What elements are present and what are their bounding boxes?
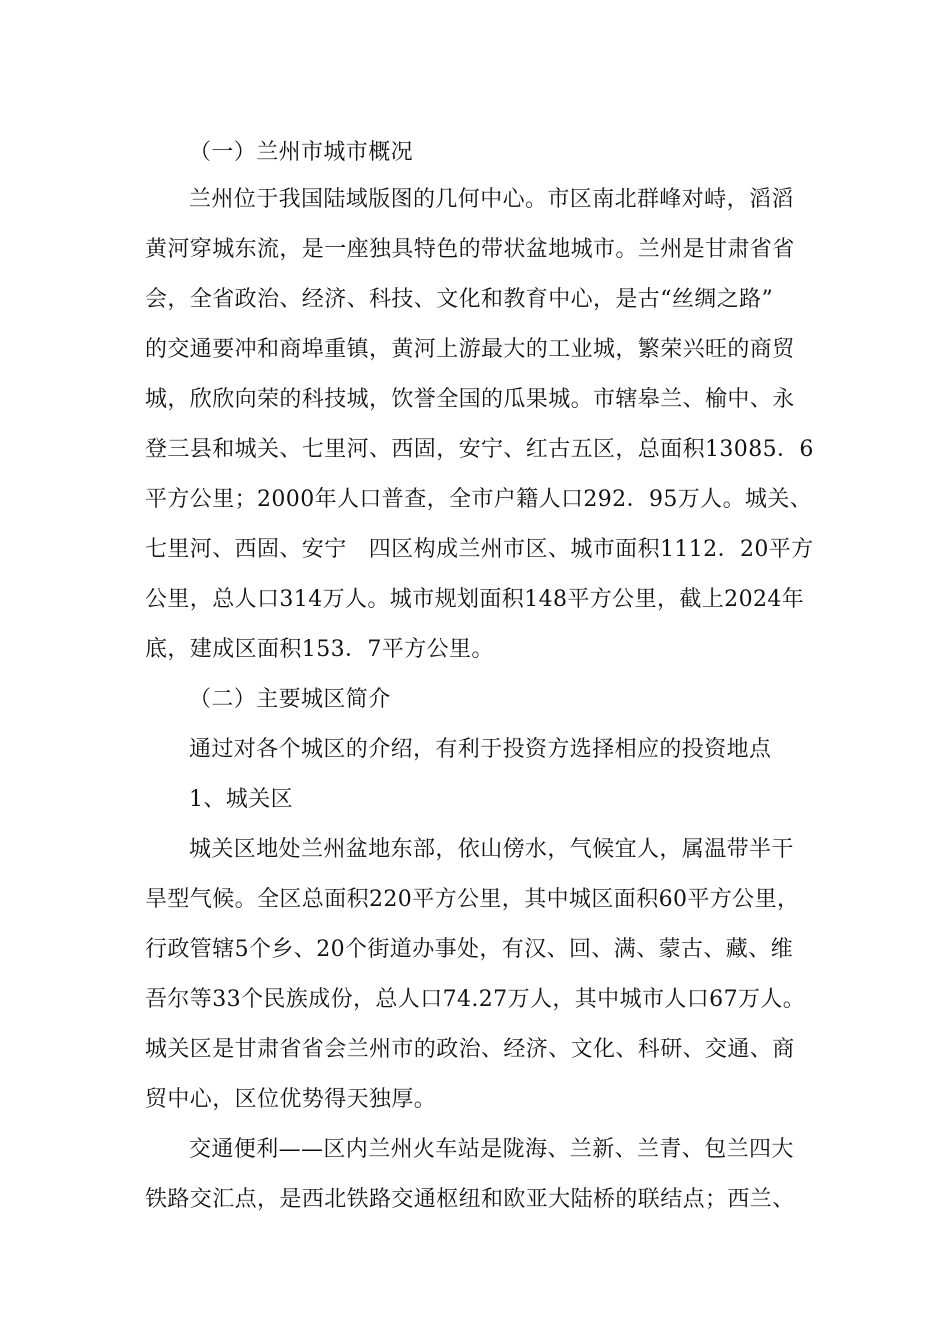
paragraph-line: 黄河穿城东流，是一座独具特色的带状盆地城市。兰州是甘肃省省: [145, 237, 795, 262]
paragraph-line: 会，全省政治、经济、科技、文化和教育中心，是古“丝绸之路”: [145, 287, 774, 312]
paragraph-line: 贸中心，区位优势得天独厚。: [145, 1087, 437, 1112]
paragraph-line: 平方公里；2000年人口普查，全市户籍人口292．95万人。城关、: [145, 487, 813, 512]
subsection-heading-chengguan: 1、城关区: [189, 787, 293, 812]
paragraph-line: 的交通要冲和商埠重镇，黄河上游最大的工业城，繁荣兴旺的商贸: [145, 337, 795, 362]
paragraph-line: 行政管辖5个乡、20个街道办事处，有汉、回、满、蒙古、藏、维: [145, 937, 793, 962]
paragraph-line: 旱型气候。全区总面积220平方公里，其中城区面积60平方公里，: [145, 887, 800, 912]
paragraph-line: 城关区是甘肃省省会兰州市的政治、经济、文化、科研、交通、商: [145, 1037, 795, 1062]
paragraph-line: 交通便利——区内兰州火车站是陇海、兰新、兰青、包兰四大: [189, 1137, 794, 1162]
paragraph-line: 七里河、西固、安宁 四区构成兰州市区、城市面积1112．20平方: [145, 537, 814, 562]
paragraph-line: 公里，总人口314万人。城市规划面积148平方公里，截上2024年: [145, 587, 805, 612]
paragraph-line: 城，欣欣向荣的科技城，饮誉全国的瓜果城。市辖皋兰、榆中、永: [145, 387, 795, 412]
section-heading-districts: （二）主要城区简介: [189, 687, 391, 712]
paragraph-line: 通过对各个城区的介绍，有利于投资方选择相应的投资地点: [189, 737, 772, 762]
paragraph-line: 铁路交汇点，是西北铁路交通枢纽和欧亚大陆桥的联结点；西兰、: [145, 1187, 795, 1212]
paragraph-line: 底，建成区面积153．7平方公里。: [145, 637, 494, 662]
section-heading-city-overview: （一）兰州市城市概况: [189, 140, 414, 165]
paragraph-line: 登三县和城关、七里河、西固，安宁、红古五区，总面积13085．6: [145, 437, 814, 462]
paragraph-line: 兰州位于我国陆域版图的几何中心。市区南北群峰对峙，滔滔: [189, 187, 794, 212]
paragraph-line: 吾尔等33个民族成份，总人口74.27万人，其中城市人口67万人。: [145, 987, 806, 1012]
paragraph-line: 城关区地处兰州盆地东部，依山傍水，气候宜人，属温带半干: [189, 837, 794, 862]
